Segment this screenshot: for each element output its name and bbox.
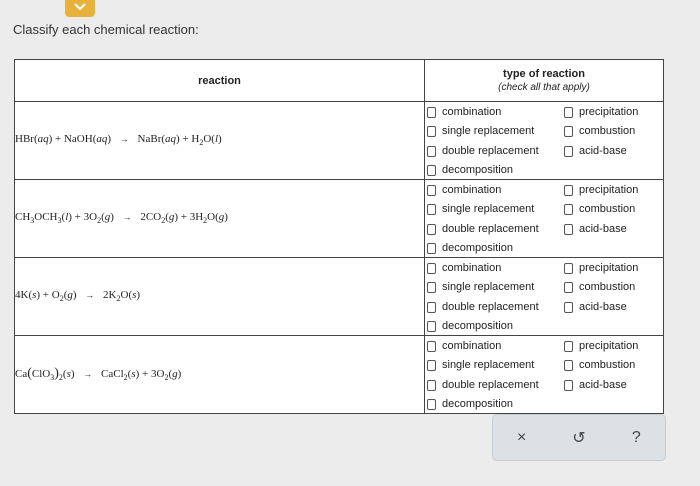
option-label: precipitation	[579, 184, 639, 196]
reaction-arrow: →	[122, 212, 132, 223]
checkbox-box[interactable]	[427, 204, 436, 215]
option-label: decomposition	[442, 164, 513, 176]
help-icon: ?	[631, 428, 641, 446]
products: CaCl$_2$(s) + $3O_2(g)$	[101, 368, 182, 383]
reaction-equation	[15, 180, 425, 258]
reaction-table	[14, 59, 664, 414]
option-label: acid-base	[579, 223, 627, 235]
checkbox-box[interactable]	[427, 126, 436, 137]
checkbox-box[interactable]	[427, 302, 436, 313]
option-label: combination	[442, 184, 502, 196]
option-label: combination	[442, 106, 502, 118]
checkbox-box[interactable]	[564, 360, 573, 371]
header-type-title: type of reaction	[503, 67, 585, 80]
checkbox-box[interactable]	[427, 399, 436, 410]
checkbox-box[interactable]	[427, 321, 436, 332]
checkbox-box[interactable]	[427, 380, 436, 391]
checkbox-decomposition[interactable]	[427, 164, 513, 176]
checkbox-box[interactable]	[427, 282, 436, 293]
reaction-arrow: →	[85, 290, 95, 301]
checkbox-box[interactable]	[564, 282, 573, 293]
products: $2K_2O(s)$	[103, 289, 141, 304]
checkbox-double-replacement[interactable]	[427, 145, 539, 157]
option-label: acid-base	[579, 301, 627, 313]
option-label: acid-base	[579, 145, 627, 157]
option-label: single replacement	[442, 359, 535, 371]
option-label: combination	[442, 262, 502, 274]
reactants: $4K(s) + O_2(g)$	[15, 289, 77, 304]
products: NaBr(aq) + $H_2O(l)$	[137, 133, 222, 148]
reaction-arrow: →	[119, 134, 129, 145]
checkbox-box[interactable]	[427, 185, 436, 196]
checkbox-box[interactable]	[427, 263, 436, 274]
checkbox-box[interactable]	[564, 380, 573, 391]
checkbox-combustion[interactable]	[564, 125, 635, 137]
checkbox-precipitation[interactable]	[564, 262, 638, 274]
header-reaction: reaction	[15, 60, 425, 102]
checkbox-single-replacement[interactable]	[427, 359, 534, 371]
checkbox-acid-base[interactable]	[564, 145, 627, 157]
clear-button[interactable]	[502, 423, 542, 453]
option-label: single replacement	[442, 281, 535, 293]
checkbox-decomposition[interactable]	[427, 242, 513, 254]
header-type-subtitle: (check all that apply)	[498, 81, 590, 93]
table-row	[15, 336, 664, 414]
option-label: double replacement	[442, 145, 539, 157]
option-label: double replacement	[442, 379, 539, 391]
checkbox-box[interactable]	[564, 341, 573, 352]
undo-icon: ↺	[572, 429, 586, 447]
checkbox-double-replacement[interactable]	[427, 223, 539, 235]
checkbox-box[interactable]	[427, 341, 436, 352]
collapse-tab[interactable]	[65, 0, 95, 17]
option-label: combination	[442, 340, 502, 352]
chevron-down-icon	[73, 2, 87, 12]
option-label: combustion	[579, 281, 636, 293]
reactants: HBr(aq) + NaOH(aq)	[15, 133, 112, 146]
products: $2CO_2(g) + 3H_2O(g)$	[140, 211, 228, 226]
checkbox-precipitation[interactable]	[564, 106, 638, 118]
checkbox-box[interactable]	[427, 243, 436, 254]
help-button[interactable]	[616, 423, 656, 453]
option-label: decomposition	[442, 320, 513, 332]
option-label: single replacement	[442, 203, 535, 215]
checkbox-single-replacement[interactable]	[427, 125, 534, 137]
option-label: decomposition	[442, 398, 513, 410]
checkbox-decomposition[interactable]	[427, 320, 513, 332]
checkbox-box[interactable]	[564, 107, 573, 118]
checkbox-box[interactable]	[564, 146, 573, 157]
checkbox-box[interactable]	[427, 107, 436, 118]
reaction-equation	[15, 258, 425, 336]
reaction-type-options	[425, 336, 664, 414]
undo-button[interactable]	[559, 423, 599, 453]
reaction-type-options	[425, 102, 664, 180]
checkbox-acid-base[interactable]	[564, 379, 627, 391]
header-type	[425, 60, 664, 102]
reaction-arrow: →	[83, 369, 93, 380]
reaction-type-options	[425, 180, 664, 258]
reactants: $Ca(ClO_3)_2(s)$	[15, 366, 75, 383]
checkbox-double-replacement[interactable]	[427, 301, 539, 313]
option-label: combustion	[579, 203, 636, 215]
checkbox-combination[interactable]	[427, 340, 501, 352]
checkbox-decomposition[interactable]	[427, 398, 513, 410]
checkbox-single-replacement[interactable]	[427, 203, 534, 215]
checkbox-combination[interactable]	[427, 106, 501, 118]
checkbox-precipitation[interactable]	[564, 184, 638, 196]
checkbox-combustion[interactable]	[564, 281, 635, 293]
table-row	[15, 180, 664, 258]
checkbox-combination[interactable]	[427, 184, 501, 196]
checkbox-box[interactable]	[427, 165, 436, 176]
checkbox-box[interactable]	[564, 126, 573, 137]
checkbox-combustion[interactable]	[564, 203, 635, 215]
option-label: precipitation	[579, 340, 639, 352]
table-row	[15, 258, 664, 336]
checkbox-box[interactable]	[427, 224, 436, 235]
checkbox-box[interactable]	[564, 302, 573, 313]
checkbox-box[interactable]	[564, 204, 573, 215]
checkbox-box[interactable]	[564, 185, 573, 196]
checkbox-combination[interactable]	[427, 262, 501, 274]
option-label: precipitation	[579, 106, 639, 118]
reaction-type-options	[425, 258, 664, 336]
checkbox-acid-base[interactable]	[564, 301, 627, 313]
checkbox-box[interactable]	[427, 146, 436, 157]
option-label: double replacement	[442, 223, 539, 235]
checkbox-box[interactable]	[564, 263, 573, 274]
table-header	[15, 60, 664, 102]
answer-toolbar	[492, 414, 666, 461]
reaction-equation	[15, 336, 425, 414]
question-prompt: Classify each chemical reaction:	[13, 22, 199, 37]
checkbox-precipitation[interactable]	[564, 340, 638, 352]
checkbox-single-replacement[interactable]	[427, 281, 534, 293]
option-label: decomposition	[442, 242, 513, 254]
option-label: single replacement	[442, 125, 535, 137]
checkbox-acid-base[interactable]	[564, 223, 627, 235]
option-label: precipitation	[579, 262, 639, 274]
checkbox-box[interactable]	[427, 360, 436, 371]
option-label: acid-base	[579, 379, 627, 391]
reactants: $CH_3OCH_3(l) + 3O_2(g)$	[15, 211, 114, 226]
reaction-equation	[15, 102, 425, 180]
option-label: combustion	[579, 359, 636, 371]
option-label: double replacement	[442, 301, 539, 313]
checkbox-combustion[interactable]	[564, 359, 635, 371]
checkbox-double-replacement[interactable]	[427, 379, 539, 391]
table-row	[15, 102, 664, 180]
close-icon: ×	[516, 428, 527, 446]
checkbox-box[interactable]	[564, 224, 573, 235]
option-label: combustion	[579, 125, 636, 137]
